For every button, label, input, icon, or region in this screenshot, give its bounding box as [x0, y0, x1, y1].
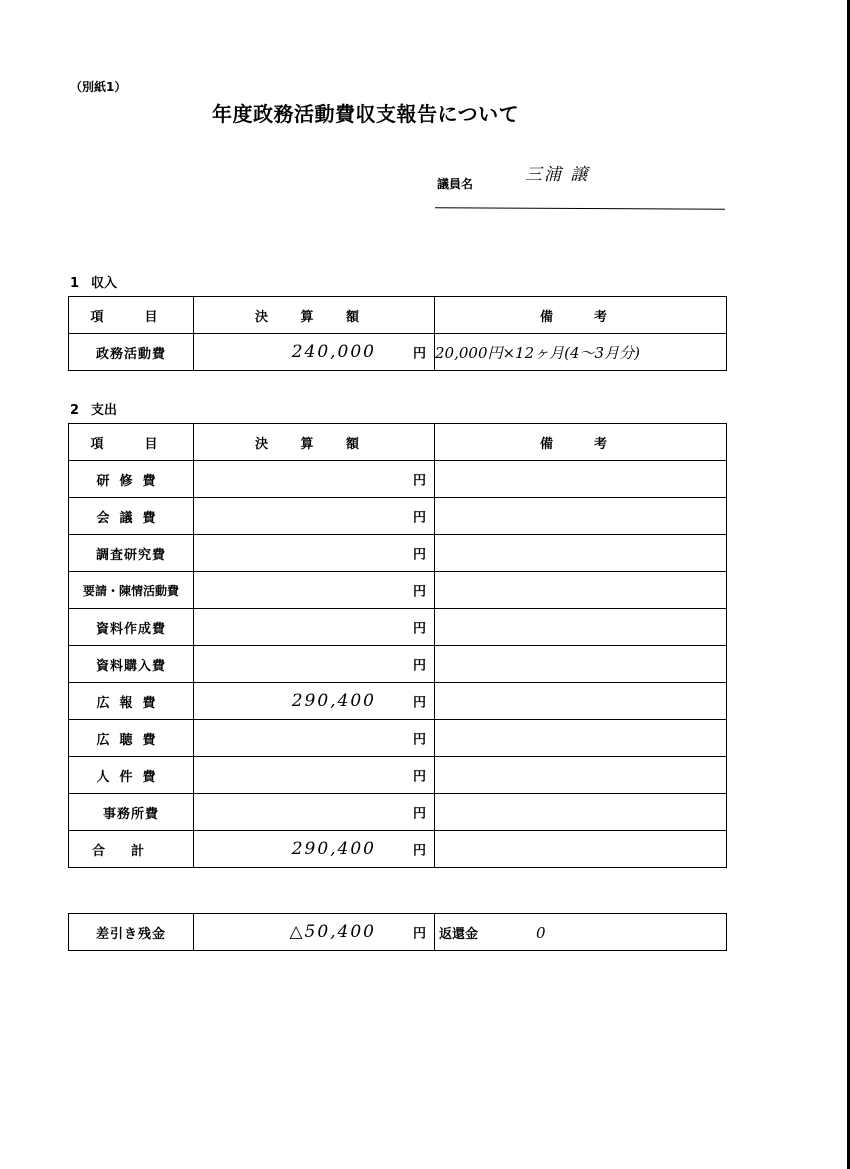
yen-unit: 円 [412, 769, 426, 785]
table-row [69, 794, 727, 831]
expenditure-item: 広聴費 [69, 720, 194, 757]
expenditure-amount-cell [194, 646, 435, 683]
expenditure-item: 広報費 [69, 683, 194, 720]
income-remarks: 20,000円×12ヶ月(4～3月分) [435, 343, 640, 362]
income-table [68, 296, 727, 371]
yen-unit: 円 [412, 926, 426, 942]
yen-unit: 円 [412, 510, 426, 526]
yen-unit: 円 [412, 346, 426, 362]
member-label: 議員名 [437, 177, 474, 191]
income-header-item: 項 目 [69, 297, 194, 334]
expenditure-amount-cell [194, 498, 435, 535]
income-header-amount: 決 算 額 [194, 297, 435, 334]
expenditure-item: 調査研究費 [69, 535, 194, 572]
expenditure-header-item: 項 目 [69, 424, 194, 461]
refund-cell [435, 914, 727, 951]
balance-amount: △50,400 [289, 922, 376, 942]
expenditure-table [68, 423, 727, 868]
expenditure-remarks [435, 572, 727, 609]
expenditure-total-label: 合計 [69, 831, 194, 868]
yen-unit: 円 [412, 695, 426, 711]
yen-unit: 円 [412, 621, 426, 637]
expenditure-header-amount: 決 算 額 [194, 424, 435, 461]
table-row [69, 461, 727, 498]
yen-unit: 円 [412, 732, 426, 748]
expenditure-remarks [435, 683, 727, 720]
expenditure-item: 人件費 [69, 757, 194, 794]
expenditure-item: 資料購入費 [69, 646, 194, 683]
signature-line [435, 207, 725, 210]
income-item: 政務活動費 [69, 334, 194, 371]
expenditure-remarks [435, 498, 727, 535]
table-row [69, 572, 727, 609]
expenditure-amount-cell [194, 794, 435, 831]
expenditure-item: 資料作成費 [69, 609, 194, 646]
balance-table [68, 913, 727, 951]
income-amount-cell [194, 334, 435, 371]
expenditure-remarks [435, 831, 727, 868]
balance-label: 差引き残金 [69, 914, 194, 951]
table-row [69, 609, 727, 646]
income-section-number: 1 [70, 276, 80, 291]
table-row [69, 646, 727, 683]
yen-unit: 円 [412, 806, 426, 822]
expenditure-remarks [435, 461, 727, 498]
expenditure-amount-cell [194, 720, 435, 757]
yen-unit: 円 [412, 547, 426, 563]
yen-unit: 円 [412, 843, 426, 859]
yen-unit: 円 [412, 658, 426, 674]
expenditure-amount-cell [194, 831, 435, 868]
expenditure-item: 会議費 [69, 498, 194, 535]
expenditure-amount-cell [194, 535, 435, 572]
refund-label: 返還金 [439, 926, 479, 942]
member-name-signature: 三浦 譲 [525, 165, 590, 185]
table-row [69, 757, 727, 794]
attachment-label: （別紙1） [70, 80, 127, 94]
table-row [69, 334, 727, 371]
income-amount: 240,000 [291, 342, 376, 362]
expenditure-header-row [69, 424, 727, 461]
expenditure-amount-cell [194, 757, 435, 794]
expenditure-remarks [435, 757, 727, 794]
expenditure-amount: 290,400 [291, 691, 376, 711]
expenditure-amount-cell [194, 609, 435, 646]
income-section-title [70, 272, 117, 291]
expenditure-item: 研修費 [69, 461, 194, 498]
yen-unit: 円 [412, 473, 426, 489]
balance-amount-cell [194, 914, 435, 951]
income-header-remarks: 備 考 [435, 297, 727, 334]
expenditure-amount-cell [194, 572, 435, 609]
table-row [69, 535, 727, 572]
expenditure-amount-cell [194, 683, 435, 720]
refund-value: 0 [536, 923, 546, 942]
income-header-row [69, 297, 727, 334]
table-row [69, 831, 727, 868]
page-title: 年度政務活動費収支報告について [212, 102, 520, 126]
expenditure-remarks [435, 720, 727, 757]
expenditure-remarks [435, 609, 727, 646]
expenditure-item: 事務所費 [69, 794, 194, 831]
table-row [69, 720, 727, 757]
expenditure-header-remarks: 備 考 [435, 424, 727, 461]
expenditure-remarks [435, 535, 727, 572]
expenditure-total-amount: 290,400 [291, 839, 376, 859]
expenditure-remarks [435, 646, 727, 683]
income-section-label: 収入 [91, 276, 118, 291]
yen-unit: 円 [412, 584, 426, 600]
table-row [69, 498, 727, 535]
expenditure-remarks [435, 794, 727, 831]
expenditure-amount-cell [194, 461, 435, 498]
expenditure-section-title [70, 399, 117, 418]
income-remarks-cell [435, 334, 727, 371]
expenditure-section-label: 支出 [91, 403, 118, 418]
expenditure-item: 要請・陳情活動費 [69, 572, 194, 609]
table-row [69, 683, 727, 720]
table-row [69, 914, 727, 951]
expenditure-section-number: 2 [70, 403, 80, 418]
